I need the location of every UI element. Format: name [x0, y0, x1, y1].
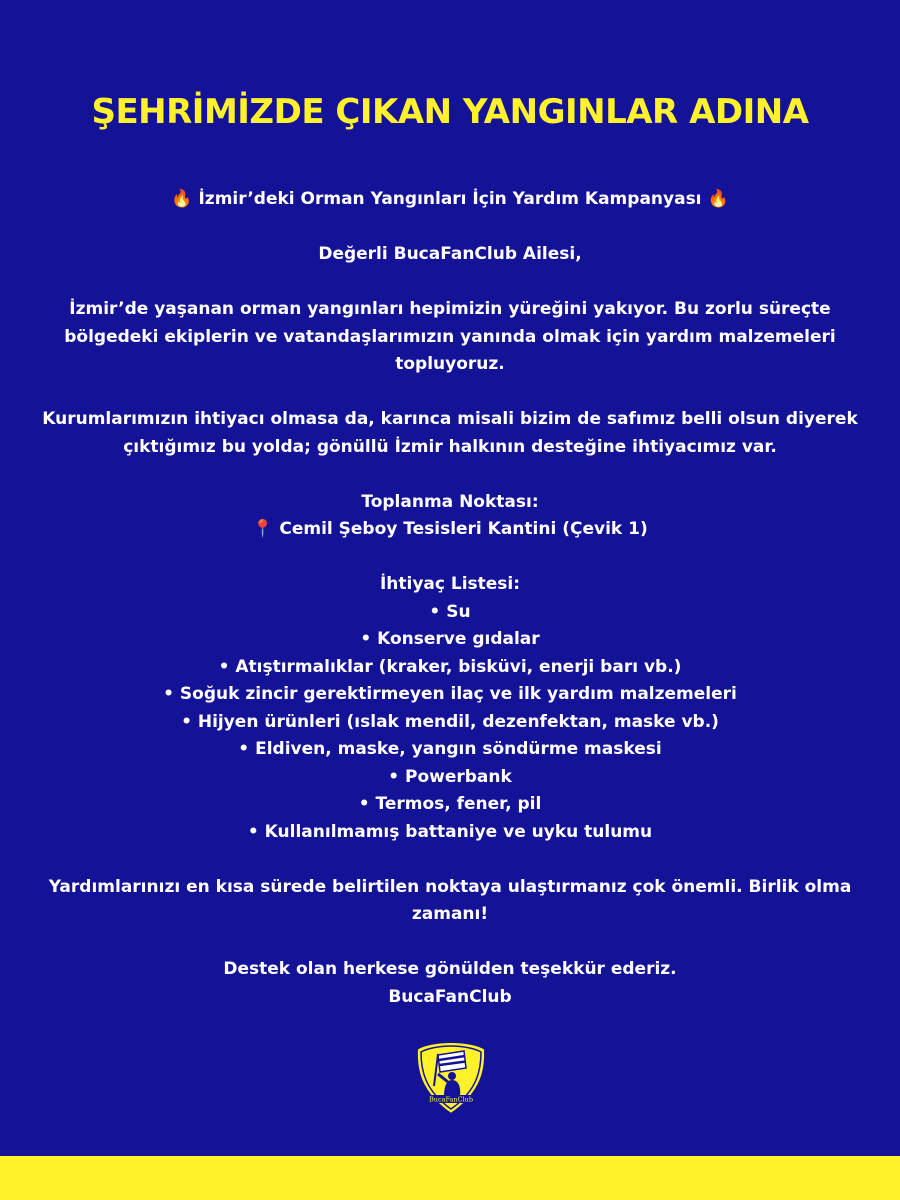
paragraph-1-line-1: İzmir’de yaşanan orman yangınları hepimizin yüreğini yakıyor. Bu zorlu süreçte	[69, 299, 831, 319]
thanks-text: Destek olan herkese gönülden teşekkür ederiz.	[223, 959, 677, 979]
collection-location	[40, 516, 860, 544]
greeting: Değerli BucaFanClub Ailesi,	[318, 244, 582, 264]
announcement-body	[40, 186, 860, 1011]
closing-line-2: zamanı!	[411, 904, 489, 924]
needs-item: • Atıştırmalıklar (kraker, bisküvi, enerji barı vb.)	[218, 656, 682, 677]
signature-text: BucaFanClub	[388, 986, 512, 1007]
bottom-accent-bar	[0, 1156, 900, 1200]
needs-item: • Su	[429, 601, 471, 622]
collection-location-text: Cemil Şeboy Tesisleri Kantini (Çevik 1)	[279, 519, 648, 539]
needs-label: İhtiyaç Listesi:	[379, 574, 521, 594]
bucafanclub-logo	[414, 1040, 488, 1116]
logo-text: BucaFanClub	[428, 1095, 474, 1104]
needs-item: • Kullanılmamış battaniye ve uyku tulumu	[247, 821, 653, 842]
page-title: ŞEHRİMİZDE ÇIKAN YANGINLAR ADINA	[91, 92, 809, 132]
needs-item: • Termos, fener, pil	[358, 794, 542, 814]
needs-item: • Hijyen ürünleri (ıslak mendil, dezenfektan, maske vb.)	[181, 711, 719, 732]
campaign-heading	[40, 186, 860, 214]
paragraph-1-line-2: bölgedeki ekiplerin ve vatandaşlarımızın yanında olmak için yardım malzemeleri	[64, 326, 836, 347]
campaign-heading-text: İzmir’deki Orman Yangınları İçin Yardım Kampanyası	[198, 189, 702, 209]
needs-item: • Eldiven, maske, yangın söndürme maskesi	[238, 739, 662, 759]
pin-icon: 📍	[252, 519, 274, 539]
paragraph-2-line-2: çıktığımız bu yolda; gönüllü İzmir halkının desteğine ihtiyacımız var.	[123, 436, 777, 457]
collection-label: Toplanma Noktası:	[361, 491, 539, 512]
closing-line-1: Yardımlarınızı en kısa sürede belirtilen noktaya ulaştırmanız çok önemli. Birlik olma	[48, 876, 852, 897]
needs-item: • Konserve gıdalar	[360, 629, 540, 649]
paragraph-2-line-1: Kurumlarımızın ihtiyacı olmasa da, karınca misali bizim de safımız belli olsun diyerek	[42, 409, 858, 429]
needs-item: • Powerbank	[388, 766, 512, 787]
fire-icon: 🔥	[707, 189, 729, 209]
needs-item: • Soğuk zincir gerektirmeyen ilaç ve ilk yardım malzemeleri	[163, 684, 737, 704]
paragraph-1-line-3: topluyoruz.	[395, 354, 505, 374]
fire-icon: 🔥	[171, 189, 193, 209]
